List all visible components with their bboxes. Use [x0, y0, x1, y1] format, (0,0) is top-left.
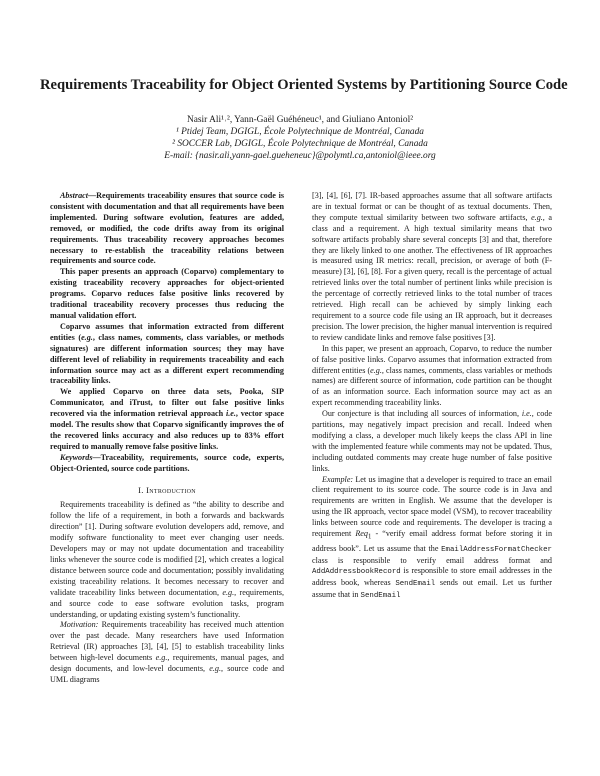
author-block	[60, 114, 540, 162]
intro-paragraph-motivation: Motivation: Requirements traceability has received much attention over the past decade. Many researchers have used Information Retrieval (IR) approaches [3], [4], [5] to establish traceability links between high-level documents e.g., requirements, manual pages, and design documents, and low-level documents, e.g., source code and UML diagrams	[50, 620, 285, 684]
author-names: Nasir Ali¹˒², Yann-Gaël Guéhéneuc¹, and Giuliano Antoniol²	[186, 115, 414, 125]
paper-title: Requirements Traceability for Object Oriented Systems by Partitioning Source Code	[40, 77, 568, 93]
abstract-paragraph-2: This paper presents an approach (Coparvo) complementary to existing traceability recovery approaches for object-oriented programs. Coparvo reduces false positive links recovered by traditional traceability recovery processes thus reducing the manual validation effort.	[50, 267, 284, 320]
affiliation-2: ² SOCCER Lab, DGIGL, École Polytechnique de Montréal, Canada	[172, 139, 428, 149]
keywords: Keywords—Traceability, requirements, source code, experts, Object-Oriented, source code partitions.	[50, 452, 284, 473]
right-paragraph-example: Example: Let us imagine that a developer is required to trace an email client requirement to its source code. The source code is in Java and requirements are written in English. We assume that the developer is using the IR approach, vector space model (VSM), to recover traceability links between source code and requirements. The developer is tracing a requirement Req$_1$ - “verify email address format before storing it in address book”. Let us assume that the EmailAddressFormatChecker class is responsible to verify email address format and AddAddressbookRecord is responsible to store email addresses in the address book, whereas SendEmail sends out email. Let us further assume that in SendEmail	[312, 474, 553, 601]
right-column	[312, 191, 552, 602]
abstract-paragraph-1: Abstract—Requirements traceability ensures that source code is consistent with documentation and that all requirements have been implemented. During software evolution, features are added, removed, or modified, the code drifts away from its original requirements. Thus traceability recovery approaches becomes necessary to re-establish the traceability relations between requirements and source code.	[50, 191, 284, 266]
intro-paragraph-1: Requirements traceability is defined as “the ability to describe and follow the life of a requirement, in both a forwards and backwards direction” [1]. During software evolution developers add, remove, and modify software functionality to meet ever changing user needs. Developers may or may not update documentation and traceability links whenever the source code is modified [2], which creates a logical distance between source code and documentation; possibly invalidating existing traceability relations. It becomes necessary to recover and validate traceability links between documentation, e.g., requirements, and source code to ease software evolution tasks, program understanding, or updating existing system’s functionality.	[50, 500, 284, 619]
code-identifier: SendEmail	[395, 580, 436, 589]
keywords-label: Keywords	[60, 452, 93, 462]
abstract-label: Abstract	[60, 191, 88, 200]
left-column	[50, 191, 284, 686]
abstract-paragraph-4: We applied Coparvo on three data sets, Pooka, SIP Communicator, and iTrust, to filter out false positive links recovered via the information retrieval approach i.e., vector space model. The results show that Coparvo significantly improves the of the recovered links accuracy and also reduces up to 83% effort required to manually remove false positive links.	[50, 387, 284, 451]
code-identifier: SendEmail	[360, 592, 401, 601]
abstract	[50, 191, 284, 475]
author-email: E-mail: {nasir.ali,yann-gael.gueheneuc}@polymtl.ca,antoniol@ieee.org	[164, 151, 436, 161]
affiliation-1: ¹ Ptidej Team, DGIGL, École Polytechnique de Montréal, Canada	[176, 127, 424, 137]
example-label: Example:	[322, 474, 354, 484]
motivation-label: Motivation:	[60, 620, 99, 630]
right-paragraph-1: [3], [4], [6], [7]. IR-based approaches assume that all software artifacts are in textual format or can be thought of as textual documents. Then, they compute textual similarity between two software artifacts, e.g., a class and a requirement. A high textual similarity means that two software artifacts probably share several concepts [3] and that, therefore they are likely linked to one another. The effectiveness of IR approaches is measured using IR metrics: recall, precision, or average of both (F-measure) [3], [6], [8]. For a given query, recall is the percentage of actual retrieved links over the total number of pertinent links while precision is the percentage of correctly retrieved links to the total number of traces retrieved. High recall can be achieved by simply linking each requirement to a source code file using an IR approach, but it decreases precision. The lower precision, the higher manual intervention is required to review candidate links and remove false positives [3].	[312, 191, 552, 342]
section-heading-introduction: I. Introduction	[138, 484, 196, 495]
code-identifier: AddAddressbookRecord	[312, 568, 401, 577]
right-paragraph-3: Our conjecture is that including all sources of information, i.e., code partitions, may negatively impact precision and recall. Indeed when modifying a class, a developer much likely keeps the class API in line with the implemented feature while comments may not be updated. Thus, including outdated comments may create huge number of false positive links.	[312, 409, 552, 473]
abstract-paragraph-3: Coparvo assumes that information extracted from different entities (e.g., class names, comments, class variables, or methods signatures) are different information sources; they may have different level of reliability in requirements traceability and each information source may act as a different expert recommending traceability links.	[50, 321, 284, 386]
right-paragraph-2: In this paper, we present an approach, Coparvo, to reduce the number of false positive links. Coparvo assumes that information extracted from different entities (e.g., class names, comments, class variables or methods names) are different source of information, code partition can be thought of as an information source. Each information source may act as an expert recommending traceability links.	[312, 343, 552, 408]
code-identifier: EmailAddressFormatChecker	[441, 545, 552, 554]
